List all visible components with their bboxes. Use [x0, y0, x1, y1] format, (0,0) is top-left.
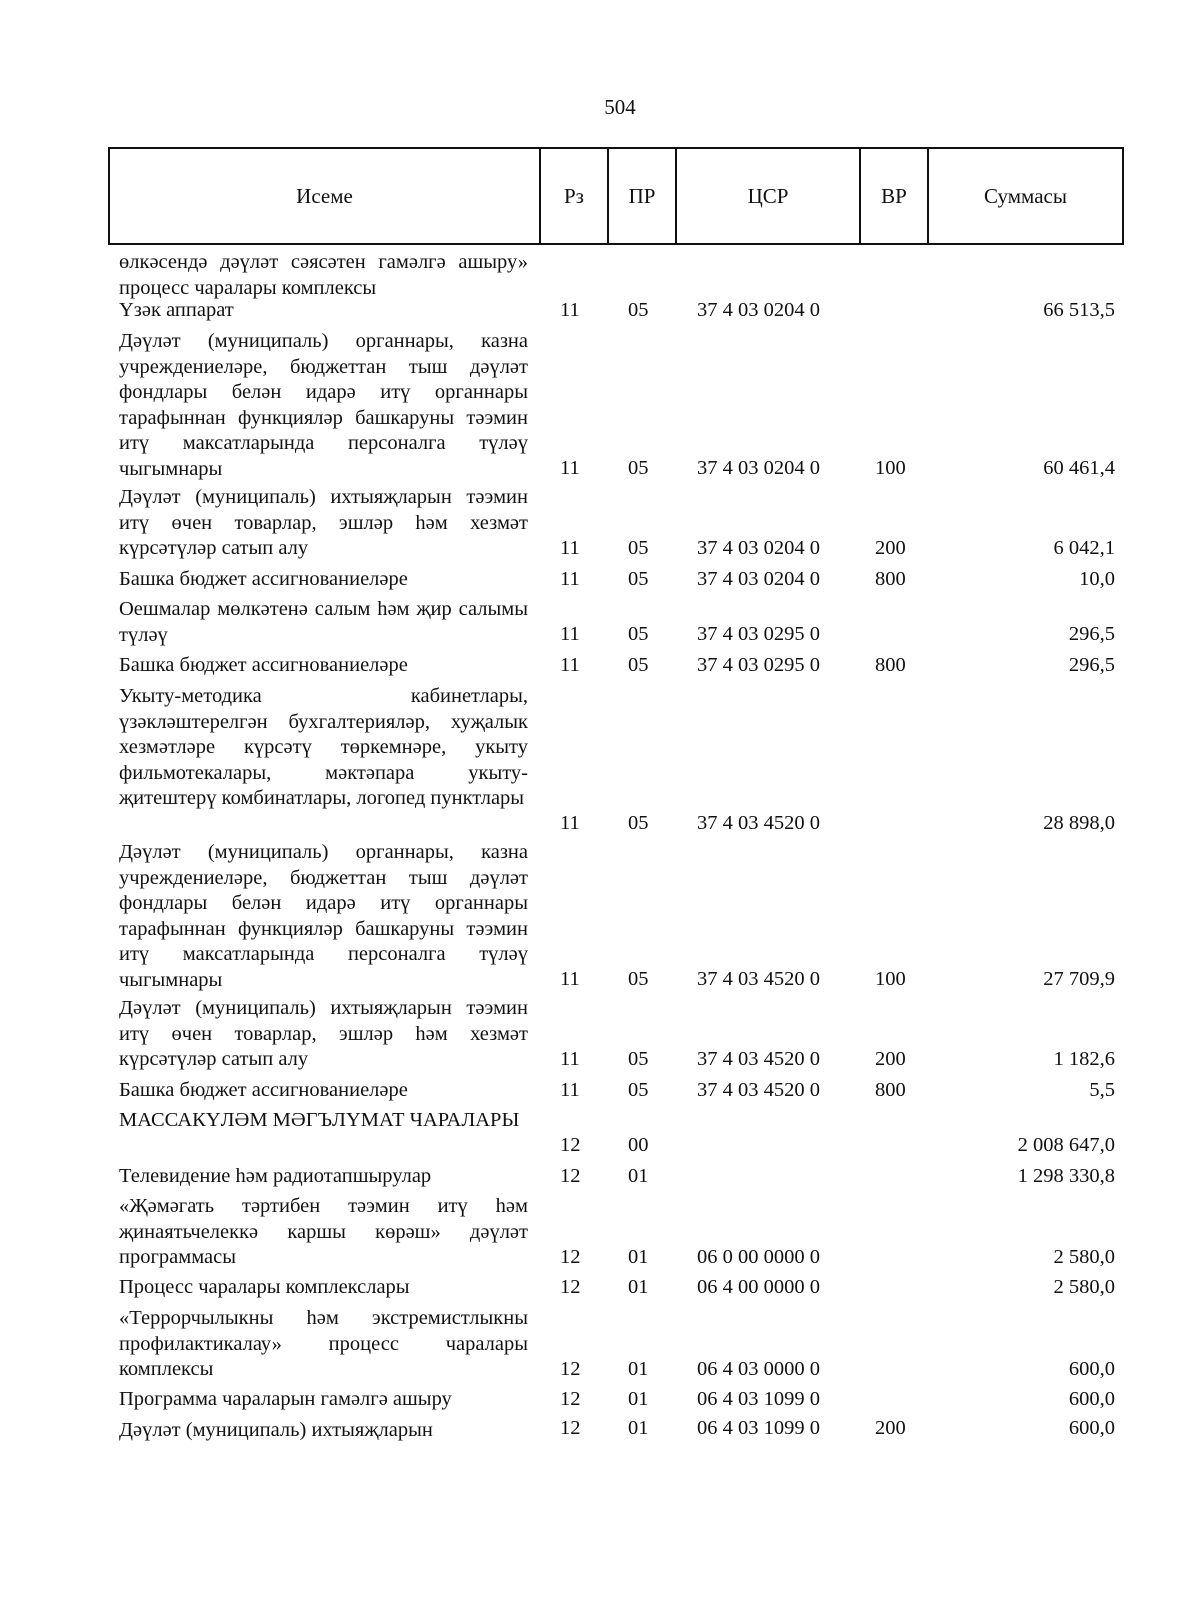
row-pr: 05 [628, 1079, 649, 1101]
row-name: Дәүләт (муниципаль) ихтыяҗларын тәэмин итү өчен товарлар, эшләр һәм хезмәт күрсәтүләр сатып алу [119, 486, 528, 559]
row-name: МАССАКҮЛӘМ МӘГЪЛҮМАТ ЧАРАЛАРЫ [119, 1109, 520, 1131]
row-csr: 37 4 03 0295 0 [697, 623, 820, 645]
row-csr: 06 0 00 0000 0 [697, 1246, 820, 1268]
row-sum: 66 513,5 [1043, 299, 1115, 321]
row-pr: 05 [628, 299, 649, 321]
row-sum: 600,0 [1068, 1358, 1115, 1380]
row-sum: 2 008 647,0 [1017, 1134, 1115, 1156]
row-name: Программа чараларын гамәлгә ашыру [119, 1388, 452, 1410]
row-pr: 05 [628, 537, 649, 559]
row-rz: 12 [560, 1246, 581, 1268]
row-csr: 06 4 03 1099 0 [697, 1388, 820, 1410]
row-rz: 11 [560, 623, 580, 645]
row-pr: 01 [628, 1358, 649, 1380]
row-pr: 05 [628, 568, 649, 590]
row-pr: 05 [628, 457, 649, 479]
row-name: Башка бюджет ассигнованиеләре [119, 654, 408, 676]
row-rz: 11 [560, 537, 580, 559]
row-vr: 200 [875, 537, 906, 559]
row-sum: 1 298 330,8 [1017, 1165, 1115, 1187]
header-pr: ПР [609, 149, 677, 243]
row-vr: 100 [875, 968, 906, 990]
row-rz: 11 [560, 568, 580, 590]
row-vr: 100 [875, 457, 906, 479]
header-csr: ЦСР [677, 149, 861, 243]
row-vr: 800 [875, 654, 906, 676]
row-rz: 12 [560, 1417, 581, 1439]
row-rz: 11 [560, 654, 580, 676]
row-csr: 37 4 03 0204 0 [697, 299, 820, 321]
row-csr: 37 4 03 4520 0 [697, 812, 820, 834]
row-name: Дәүләт (муниципаль) ихтыяҗларын [119, 1419, 433, 1441]
row-pr: 05 [628, 654, 649, 676]
row-name: Дәүләт (муниципаль) органнары, казна учреждениеләре, бюджеттан тыш дәүләт фондлары белән идарә итү органнары тарафыннан функцияләр башкаруны тәэмин итү максатларында персоналга түләү чыгымнары [119, 841, 528, 991]
row-pr: 01 [628, 1165, 649, 1187]
row-pr: 05 [628, 623, 649, 645]
row-name: Укыту-методика кабинетлары, үзәкләштерелгән бухгалтерияләр, хуҗалык хезмәтләре күрсәтү төркемнәре, укыту фильмотекалары, мәктәпара укыту-җитештерү комбинатлары, логопед пунктлары [119, 685, 528, 809]
row-vr: 200 [875, 1048, 906, 1070]
page-number: 504 [604, 95, 636, 119]
row-vr: 800 [875, 1079, 906, 1101]
row-name: Телевидение һәм радиотапшырулар [119, 1165, 432, 1187]
header-name: Исеме [110, 149, 541, 243]
row-sum: 27 709,9 [1043, 968, 1115, 990]
row-csr: 37 4 03 4520 0 [697, 1079, 820, 1101]
row-rz: 12 [560, 1165, 581, 1187]
row-rz: 11 [560, 1079, 580, 1101]
row-sum: 600,0 [1068, 1388, 1115, 1410]
row-rz: 11 [560, 968, 580, 990]
row-csr: 37 4 03 4520 0 [697, 968, 820, 990]
row-rz: 11 [560, 812, 580, 834]
row-pr: 01 [628, 1417, 649, 1439]
row-sum: 296,5 [1068, 623, 1115, 645]
row-pr: 05 [628, 968, 649, 990]
row-name: Оешмалар мөлкәтенә салым һәм җир салымы түләү [119, 598, 528, 646]
row-name: Процесс чаралары комплекслары [119, 1276, 410, 1298]
row-rz: 11 [560, 299, 580, 321]
row-sum: 2 580,0 [1053, 1276, 1115, 1298]
row-name: «Террорчылыкны һәм экстремистлыкны профилактикалау» процесс чаралары комплексы [119, 1307, 528, 1380]
row-pr: 05 [628, 812, 649, 834]
row-pr: 01 [628, 1388, 649, 1410]
row-sum: 600,0 [1068, 1417, 1115, 1439]
row-rz: 12 [560, 1388, 581, 1410]
row-name: өлкәсендә дәүләт сәясәтен гамәлгә ашыру» процесс чаралары комплексы [119, 251, 528, 299]
row-sum: 2 580,0 [1053, 1246, 1115, 1268]
row-sum: 5,5 [1089, 1079, 1115, 1101]
row-vr: 800 [875, 568, 906, 590]
row-sum: 60 461,4 [1043, 457, 1115, 479]
row-name: Үзәк аппарат [119, 299, 234, 321]
row-sum: 1 182,6 [1053, 1048, 1115, 1070]
row-rz: 12 [560, 1276, 581, 1298]
header-rz: Рз [541, 149, 609, 243]
row-name: «Җәмәгать тәртибен тәэмин итү һәм җинаятьчелеккә каршы көрәш» дәүләт программасы [119, 1195, 528, 1268]
row-name: Башка бюджет ассигнованиеләре [119, 568, 408, 590]
row-pr: 05 [628, 1048, 649, 1070]
row-name: Башка бюджет ассигнованиеләре [119, 1079, 408, 1101]
row-pr: 01 [628, 1276, 649, 1298]
row-sum: 296,5 [1068, 654, 1115, 676]
row-rz: 11 [560, 1048, 580, 1070]
header-vr: ВР [861, 149, 929, 243]
row-name: Дәүләт (муниципаль) ихтыяҗларын тәэмин итү өчен товарлар, эшләр һәм хезмәт күрсәтүләр сатып алу [119, 997, 528, 1070]
row-csr: 37 4 03 0204 0 [697, 457, 820, 479]
row-pr: 01 [628, 1246, 649, 1268]
row-rz: 12 [560, 1134, 581, 1156]
row-sum: 28 898,0 [1043, 812, 1115, 834]
row-rz: 12 [560, 1358, 581, 1380]
row-sum: 6 042,1 [1053, 537, 1115, 559]
row-name: Дәүләт (муниципаль) органнары, казна учреждениеләре, бюджеттан тыш дәүләт фондлары белән идарә итү органнары тарафыннан функцияләр башкаруны тәэмин итү максатларында персоналга түләү чыгымнары [119, 330, 528, 480]
row-csr: 37 4 03 4520 0 [697, 1048, 820, 1070]
row-csr: 06 4 03 1099 0 [697, 1417, 820, 1439]
row-vr: 200 [875, 1417, 906, 1439]
row-csr: 06 4 03 0000 0 [697, 1358, 820, 1380]
row-pr: 00 [628, 1134, 649, 1156]
row-csr: 06 4 00 0000 0 [697, 1276, 820, 1298]
row-csr: 37 4 03 0204 0 [697, 568, 820, 590]
row-csr: 37 4 03 0204 0 [697, 537, 820, 559]
row-sum: 10,0 [1079, 568, 1115, 590]
row-csr: 37 4 03 0295 0 [697, 654, 820, 676]
row-rz: 11 [560, 457, 580, 479]
header-sum: Суммасы [984, 183, 1067, 208]
